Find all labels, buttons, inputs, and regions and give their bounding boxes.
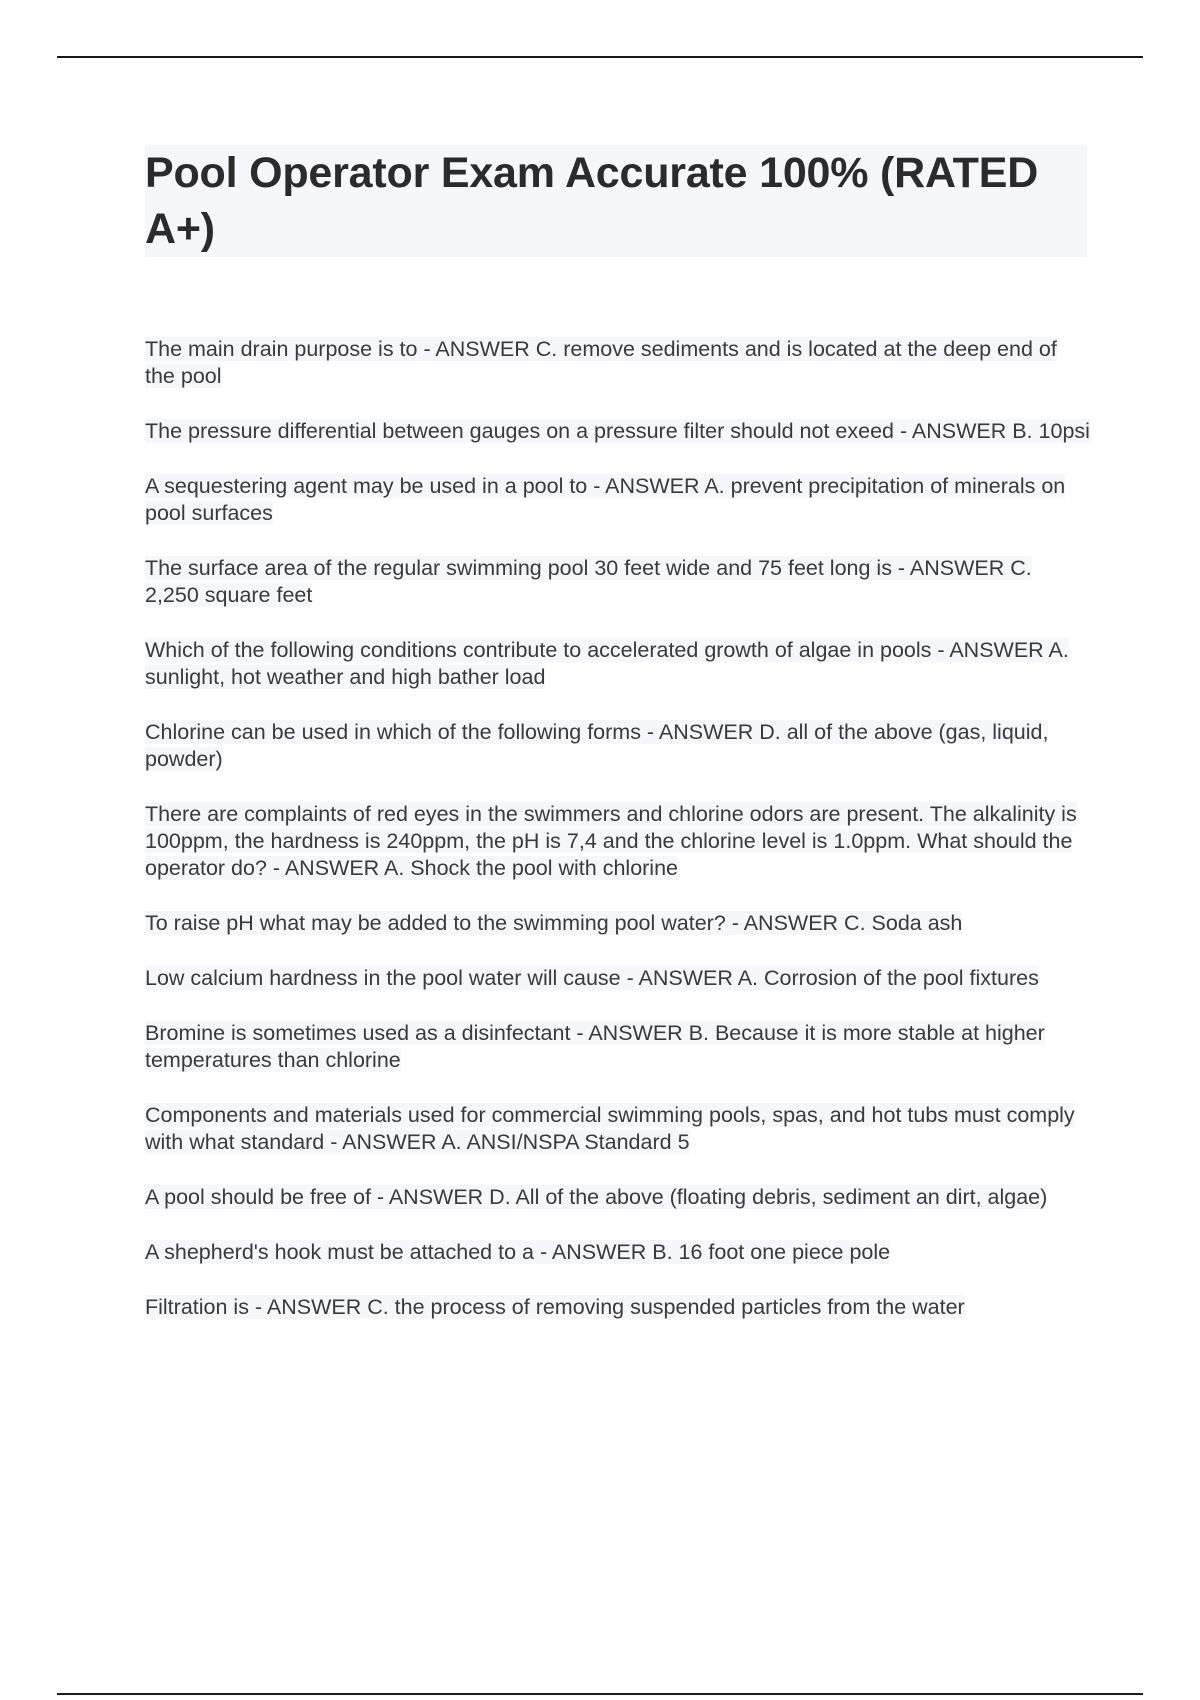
qa-text: To raise pH what may be added to the swimming pool water? - ANSWER C. Soda ash (145, 911, 963, 935)
qa-text: Low calcium hardness in the pool water will cause - ANSWER A. Corrosion of the pool fixtures (145, 966, 1039, 990)
qa-text: Filtration is - ANSWER C. the process of removing suspended particles from the water (145, 1295, 965, 1319)
qa-item-6 (145, 719, 1090, 773)
qa-item-9 (145, 965, 1090, 992)
qa-text: The pressure differential between gauges on a pressure filter should not exeed - ANSWER B. 10psi (145, 419, 1090, 443)
qa-item-8 (145, 910, 1090, 937)
qa-item-1 (145, 336, 1090, 390)
page-title: Pool Operator Exam Accurate 100% (RATED A+) (145, 149, 1039, 253)
qa-text: A sequestering agent may be used in a pool to - ANSWER A. prevent precipitation of minerals on pool surfaces (145, 474, 1066, 525)
qa-item-10 (145, 1020, 1090, 1074)
qa-item-12 (145, 1184, 1090, 1211)
qa-item-4 (145, 555, 1090, 609)
qa-text: Components and materials used for commercial swimming pools, spas, and hot tubs must comply with what standard - ANSWER A. ANSI/NSPA Standard 5 (145, 1103, 1075, 1154)
qa-text: A pool should be free of - ANSWER D. All of the above (floating debris, sediment an dirt, algae) (145, 1185, 1048, 1209)
qa-text: There are complaints of red eyes in the swimmers and chlorine odors are present. The alkalinity is 100ppm, the hardness is 240ppm, the pH is 7,4 and the chlorine level is 1.0ppm. What should the operator do? - ANSWER A. Shock the pool with chlorine (145, 802, 1077, 880)
qa-item-3 (145, 473, 1090, 527)
qa-item-2 (145, 418, 1090, 445)
qa-text: Bromine is sometimes used as a disinfectant - ANSWER B. Because it is more stable at higher temperatures than chlorine (145, 1021, 1045, 1072)
qa-item-13 (145, 1239, 1090, 1266)
qa-item-11 (145, 1102, 1090, 1156)
qa-item-7 (145, 801, 1090, 882)
page-bottom-rule (57, 1693, 1143, 1695)
qa-item-5 (145, 637, 1090, 691)
qa-item-14 (145, 1294, 1090, 1321)
title-block (145, 145, 1087, 257)
qa-text: Which of the following conditions contribute to accelerated growth of algae in pools - ANSWER A. sunlight, hot weather and high bather load (145, 638, 1069, 689)
qa-text: The surface area of the regular swimming pool 30 feet wide and 75 feet long is - ANSWER C. 2,250 square feet (145, 556, 1032, 607)
question-answer-list (145, 336, 1090, 1349)
qa-text: Chlorine can be used in which of the following forms - ANSWER D. all of the above (gas, liquid, powder) (145, 720, 1049, 771)
qa-text: A shepherd's hook must be attached to a - ANSWER B. 16 foot one piece pole (145, 1240, 891, 1264)
page-top-rule (57, 56, 1143, 58)
qa-text: The main drain purpose is to - ANSWER C. remove sediments and is located at the deep end of the pool (145, 337, 1057, 388)
